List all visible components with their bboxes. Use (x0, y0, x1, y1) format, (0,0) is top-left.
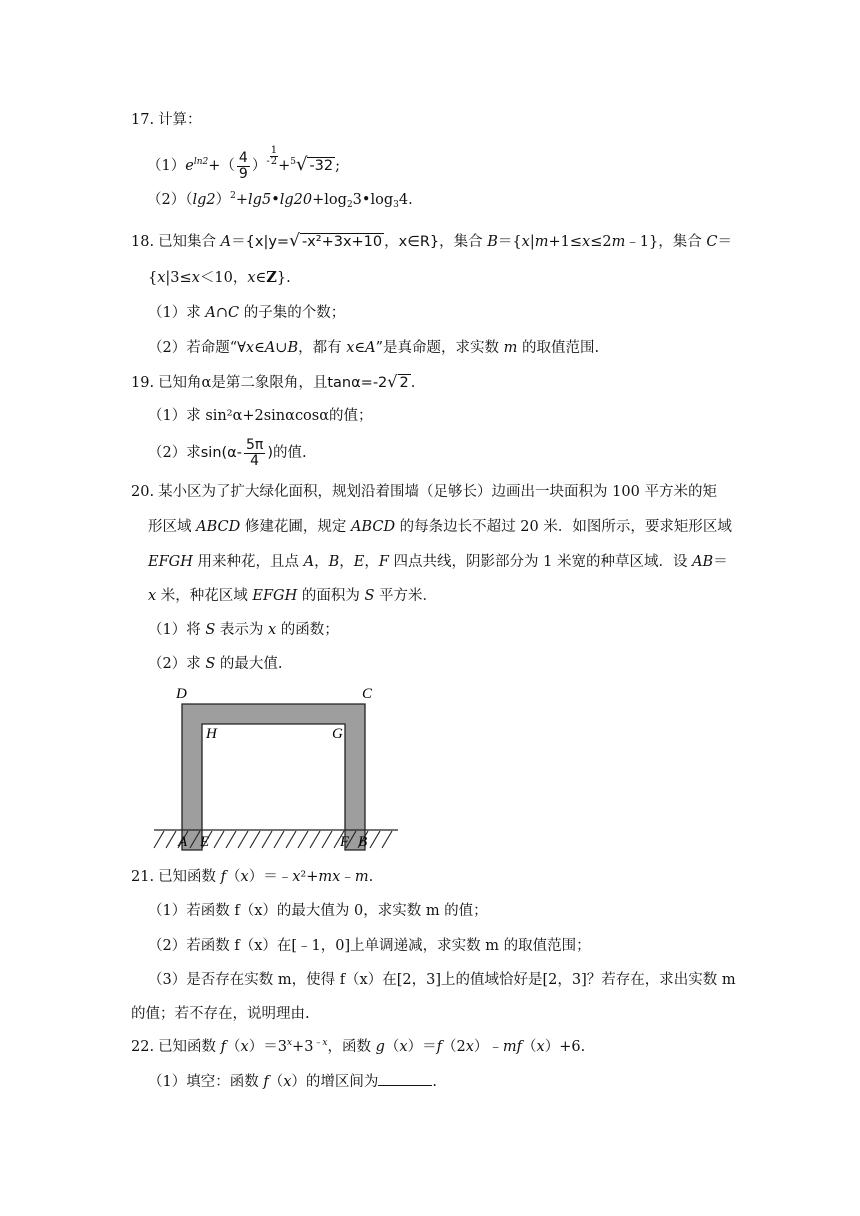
operator: +（ (208, 158, 235, 174)
var: A (220, 234, 232, 250)
text: （1）求 sin²α+2sinαcosα的值； (148, 408, 373, 424)
var: B (487, 234, 498, 250)
text: 已知角α是第二象限角，且 (158, 375, 328, 391)
fraction-5pi-4: $\frac{5\pi}{4}$ (245, 436, 264, 469)
text: （ (522, 1039, 537, 1055)
q22-part1 (148, 1071, 437, 1092)
q21-part3 (148, 970, 736, 990)
set-a-def: ，x∈R} (384, 234, 440, 250)
q20-part2 (148, 654, 283, 674)
text: ²+ (300, 869, 319, 885)
set-a-def: {x|y= (245, 234, 290, 250)
var: B (287, 340, 299, 356)
radical: √ (289, 231, 300, 251)
operator: + (235, 192, 249, 208)
text: ∈ (254, 340, 265, 356)
text: 的最大值. (215, 656, 283, 672)
label-A: A (178, 834, 188, 850)
q17-number: 17. (131, 112, 155, 128)
text: 表示为 (215, 622, 268, 638)
label-C: C (362, 686, 373, 702)
q17-part1 (147, 146, 340, 183)
var: x (268, 622, 277, 638)
q20-number: 20. (131, 484, 155, 500)
radical: √ (387, 372, 398, 391)
exponent: ﹣x (313, 1038, 328, 1048)
text: 已知集合 (158, 234, 221, 250)
text: （ (384, 1039, 400, 1055)
text: （2 (441, 1039, 466, 1055)
paren: ） (215, 192, 231, 208)
text: （1）若函数 f（x）的最大值为 0，求实数 m 的值； (148, 903, 488, 919)
var: A (264, 340, 276, 356)
label-E: E (200, 834, 210, 850)
var: mf (502, 1039, 523, 1055)
q21-number: 21. (131, 869, 155, 885)
var: S (364, 588, 375, 604)
text: 的取值范围. (517, 340, 600, 356)
text: 某小区为了扩大绿化面积，规划沿着围墙（足够长）边画出一块面积为 100 平方米的矩 (158, 484, 717, 500)
var: x (582, 234, 591, 250)
q20-part1 (148, 620, 339, 640)
tan-expr: tanα=-2 (327, 375, 388, 391)
lg5: lg5 (248, 192, 272, 208)
text: 米，种花区域 (156, 588, 253, 604)
text: 已知函数 (158, 869, 221, 885)
text: { (148, 270, 158, 286)
var: x (247, 270, 256, 286)
text: （2）求 (148, 445, 201, 461)
var: S (205, 656, 216, 672)
q20-line1 (131, 482, 717, 502)
text: 的值；若不存在，说明理由. (131, 1006, 310, 1022)
text: ﹣ (340, 869, 355, 885)
text: ”是真命题，求实数 (375, 340, 504, 356)
part-label: （2）（ (147, 192, 193, 208)
var: F (378, 554, 389, 570)
var: x (240, 869, 249, 885)
var: ABCD (350, 519, 396, 535)
text: ）＝ (407, 1039, 437, 1055)
text: 的面积为 (297, 588, 365, 604)
text: | (529, 234, 535, 250)
var: m (503, 340, 518, 356)
exponent-fraction: - $\frac{1}{2}$ (266, 145, 278, 167)
log-term: +log (312, 192, 347, 208)
text: ， (339, 554, 354, 570)
text: 平方米． (374, 588, 438, 604)
var: x (346, 340, 355, 356)
label-F: F (340, 834, 350, 850)
q18-line1 (131, 228, 732, 255)
text: （2）若命题“∀ (148, 340, 246, 356)
var: x (292, 869, 301, 885)
text: ，都有 (298, 340, 347, 356)
var: x (283, 1074, 292, 1090)
radical: √ (295, 154, 308, 175)
var: f (220, 1039, 227, 1055)
var: B (328, 554, 340, 570)
exponent: x (286, 1038, 293, 1048)
operator: + (278, 158, 291, 174)
text: ＜10， (199, 270, 248, 286)
var: x (521, 234, 530, 250)
text: 四点共线，阴影部分为 1 米宽的种草区域．设 (388, 554, 693, 570)
paren: ) (267, 445, 273, 461)
var: EFGH (148, 554, 193, 570)
text: ∈ (255, 270, 267, 286)
var: E (353, 554, 365, 570)
var: f (436, 1039, 442, 1055)
text: （ (268, 1074, 284, 1090)
text: （3）是否存在实数 m，使得 f（x）在[2，3]上的值域恰好是[2，3]？若存在，求出实数 m (148, 972, 736, 988)
text: ， (364, 554, 379, 570)
var: f (220, 869, 227, 885)
text: ﹣1}，集合 (625, 234, 707, 250)
radicand: -x²+3x+10 (301, 234, 383, 250)
q22-number: 22. (131, 1039, 155, 1055)
q18-part2 (148, 338, 599, 358)
e-symbol: e (185, 158, 194, 174)
var: mx (318, 869, 341, 885)
text: 用来种花，且点 (192, 554, 304, 570)
q19-part2 (148, 436, 307, 470)
label-D: D (176, 686, 187, 702)
var: A (205, 305, 216, 321)
label-B: B (358, 834, 368, 850)
text: （2）求 (148, 656, 206, 672)
text: 的每条边长不超过 20 米．如图所示，要求矩形区域 (395, 519, 732, 535)
q20-line3 (148, 552, 728, 572)
q18-number: 18. (131, 234, 155, 250)
q17-stem (131, 110, 202, 130)
var: x (536, 1039, 545, 1055)
q17-part2 (147, 190, 413, 210)
text: . (368, 869, 374, 885)
var: m (534, 234, 549, 250)
text: ，函数 (327, 1039, 376, 1055)
var: x (191, 270, 200, 286)
text: （1）将 (148, 622, 206, 638)
var: x (148, 588, 157, 604)
label-H: H (206, 726, 217, 742)
punct: ; (335, 158, 341, 174)
text: 的子集的个数； (239, 305, 346, 321)
text: . (432, 1074, 438, 1090)
text: ＝ (717, 234, 732, 250)
text: ）＝3 (248, 1039, 287, 1055)
text: （1）求 (148, 305, 206, 321)
text: }. (276, 270, 291, 286)
var: x (240, 1039, 249, 1055)
var: g (375, 1039, 385, 1055)
q20-line2 (148, 517, 732, 537)
text: +1≤ (548, 234, 582, 250)
text: ）的增区间为 (291, 1074, 379, 1090)
var: x (245, 340, 255, 356)
q20-line4 (148, 586, 437, 606)
text: 修建花圃，规定 (240, 519, 351, 535)
text: ＝ (713, 554, 728, 570)
q18-line2 (148, 268, 291, 288)
text: ，集合 (439, 234, 488, 250)
var: A (365, 340, 376, 356)
q21-stem (131, 867, 373, 887)
sin-expr: sin(α- (200, 445, 242, 461)
text: ＝ (231, 234, 246, 250)
text: （ (226, 1039, 241, 1055)
text: ∈ (354, 340, 366, 356)
exponent: 2 (230, 191, 236, 201)
q19-number: 19. (131, 375, 155, 391)
text: ＝{ (497, 234, 522, 250)
radicand: 2 (399, 375, 409, 391)
var: ABCD (196, 519, 241, 535)
var: S (205, 622, 216, 638)
text: 的函数； (276, 622, 339, 638)
log-arg: 4. (398, 192, 413, 208)
dot: • (271, 192, 280, 208)
var: A (303, 554, 315, 570)
var: x (465, 1039, 474, 1055)
text: ）+6. (544, 1039, 586, 1055)
text: ， (314, 554, 329, 570)
text: . (410, 375, 416, 391)
lg20: lg20 (279, 192, 313, 208)
text: ∩ (215, 305, 228, 321)
log-base: 2 (346, 200, 353, 210)
var: EFGH (252, 588, 298, 604)
var: C (227, 305, 240, 321)
fraction-4-9: $\frac{4}{9}$ (238, 149, 248, 182)
log-term: 3•log (352, 192, 394, 208)
part-label: （1） (147, 158, 186, 174)
radicand: -32 (309, 158, 334, 174)
q19-stem (131, 370, 415, 395)
var: x (157, 270, 166, 286)
text: 的值. (272, 445, 307, 461)
log-base: 3 (393, 200, 399, 210)
text: ）＝﹣ (248, 869, 293, 885)
text: （2）若函数 f（x）在[﹣1，0]上单调递减，求实数 m 的取值范围； (148, 938, 591, 954)
var: m (354, 869, 369, 885)
text: 已知函数 (158, 1039, 221, 1055)
q22-stem (131, 1037, 585, 1057)
var: m (611, 234, 626, 250)
text: ∪ (275, 340, 288, 356)
root-index: 5 (290, 157, 296, 167)
q17-title: 计算： (158, 112, 202, 128)
var: f (263, 1074, 269, 1090)
text: （1）填空：函数 (148, 1074, 264, 1090)
q19-part1 (148, 406, 373, 426)
paren: ） (251, 158, 267, 174)
text: （ (226, 869, 241, 885)
text: ≤2 (590, 234, 612, 250)
var: C (706, 234, 718, 250)
text: |3≤ (165, 270, 192, 286)
text: +3 (292, 1039, 314, 1055)
garden-diagram (148, 680, 408, 860)
exponent: ln2 (193, 157, 209, 167)
var: x (399, 1039, 408, 1055)
q18-part1 (148, 303, 345, 323)
label-G: G (332, 726, 343, 742)
answer-blank[interactable] (378, 1071, 432, 1086)
var: AB (692, 554, 714, 570)
q21-part1 (148, 901, 488, 921)
q21-part2 (148, 936, 591, 956)
lg2: lg2 (192, 192, 216, 208)
text: ）﹣ (473, 1039, 503, 1055)
text: 形区域 (148, 519, 197, 535)
q21-part3-cont (131, 1004, 310, 1024)
integers-symbol: Z (266, 269, 277, 286)
